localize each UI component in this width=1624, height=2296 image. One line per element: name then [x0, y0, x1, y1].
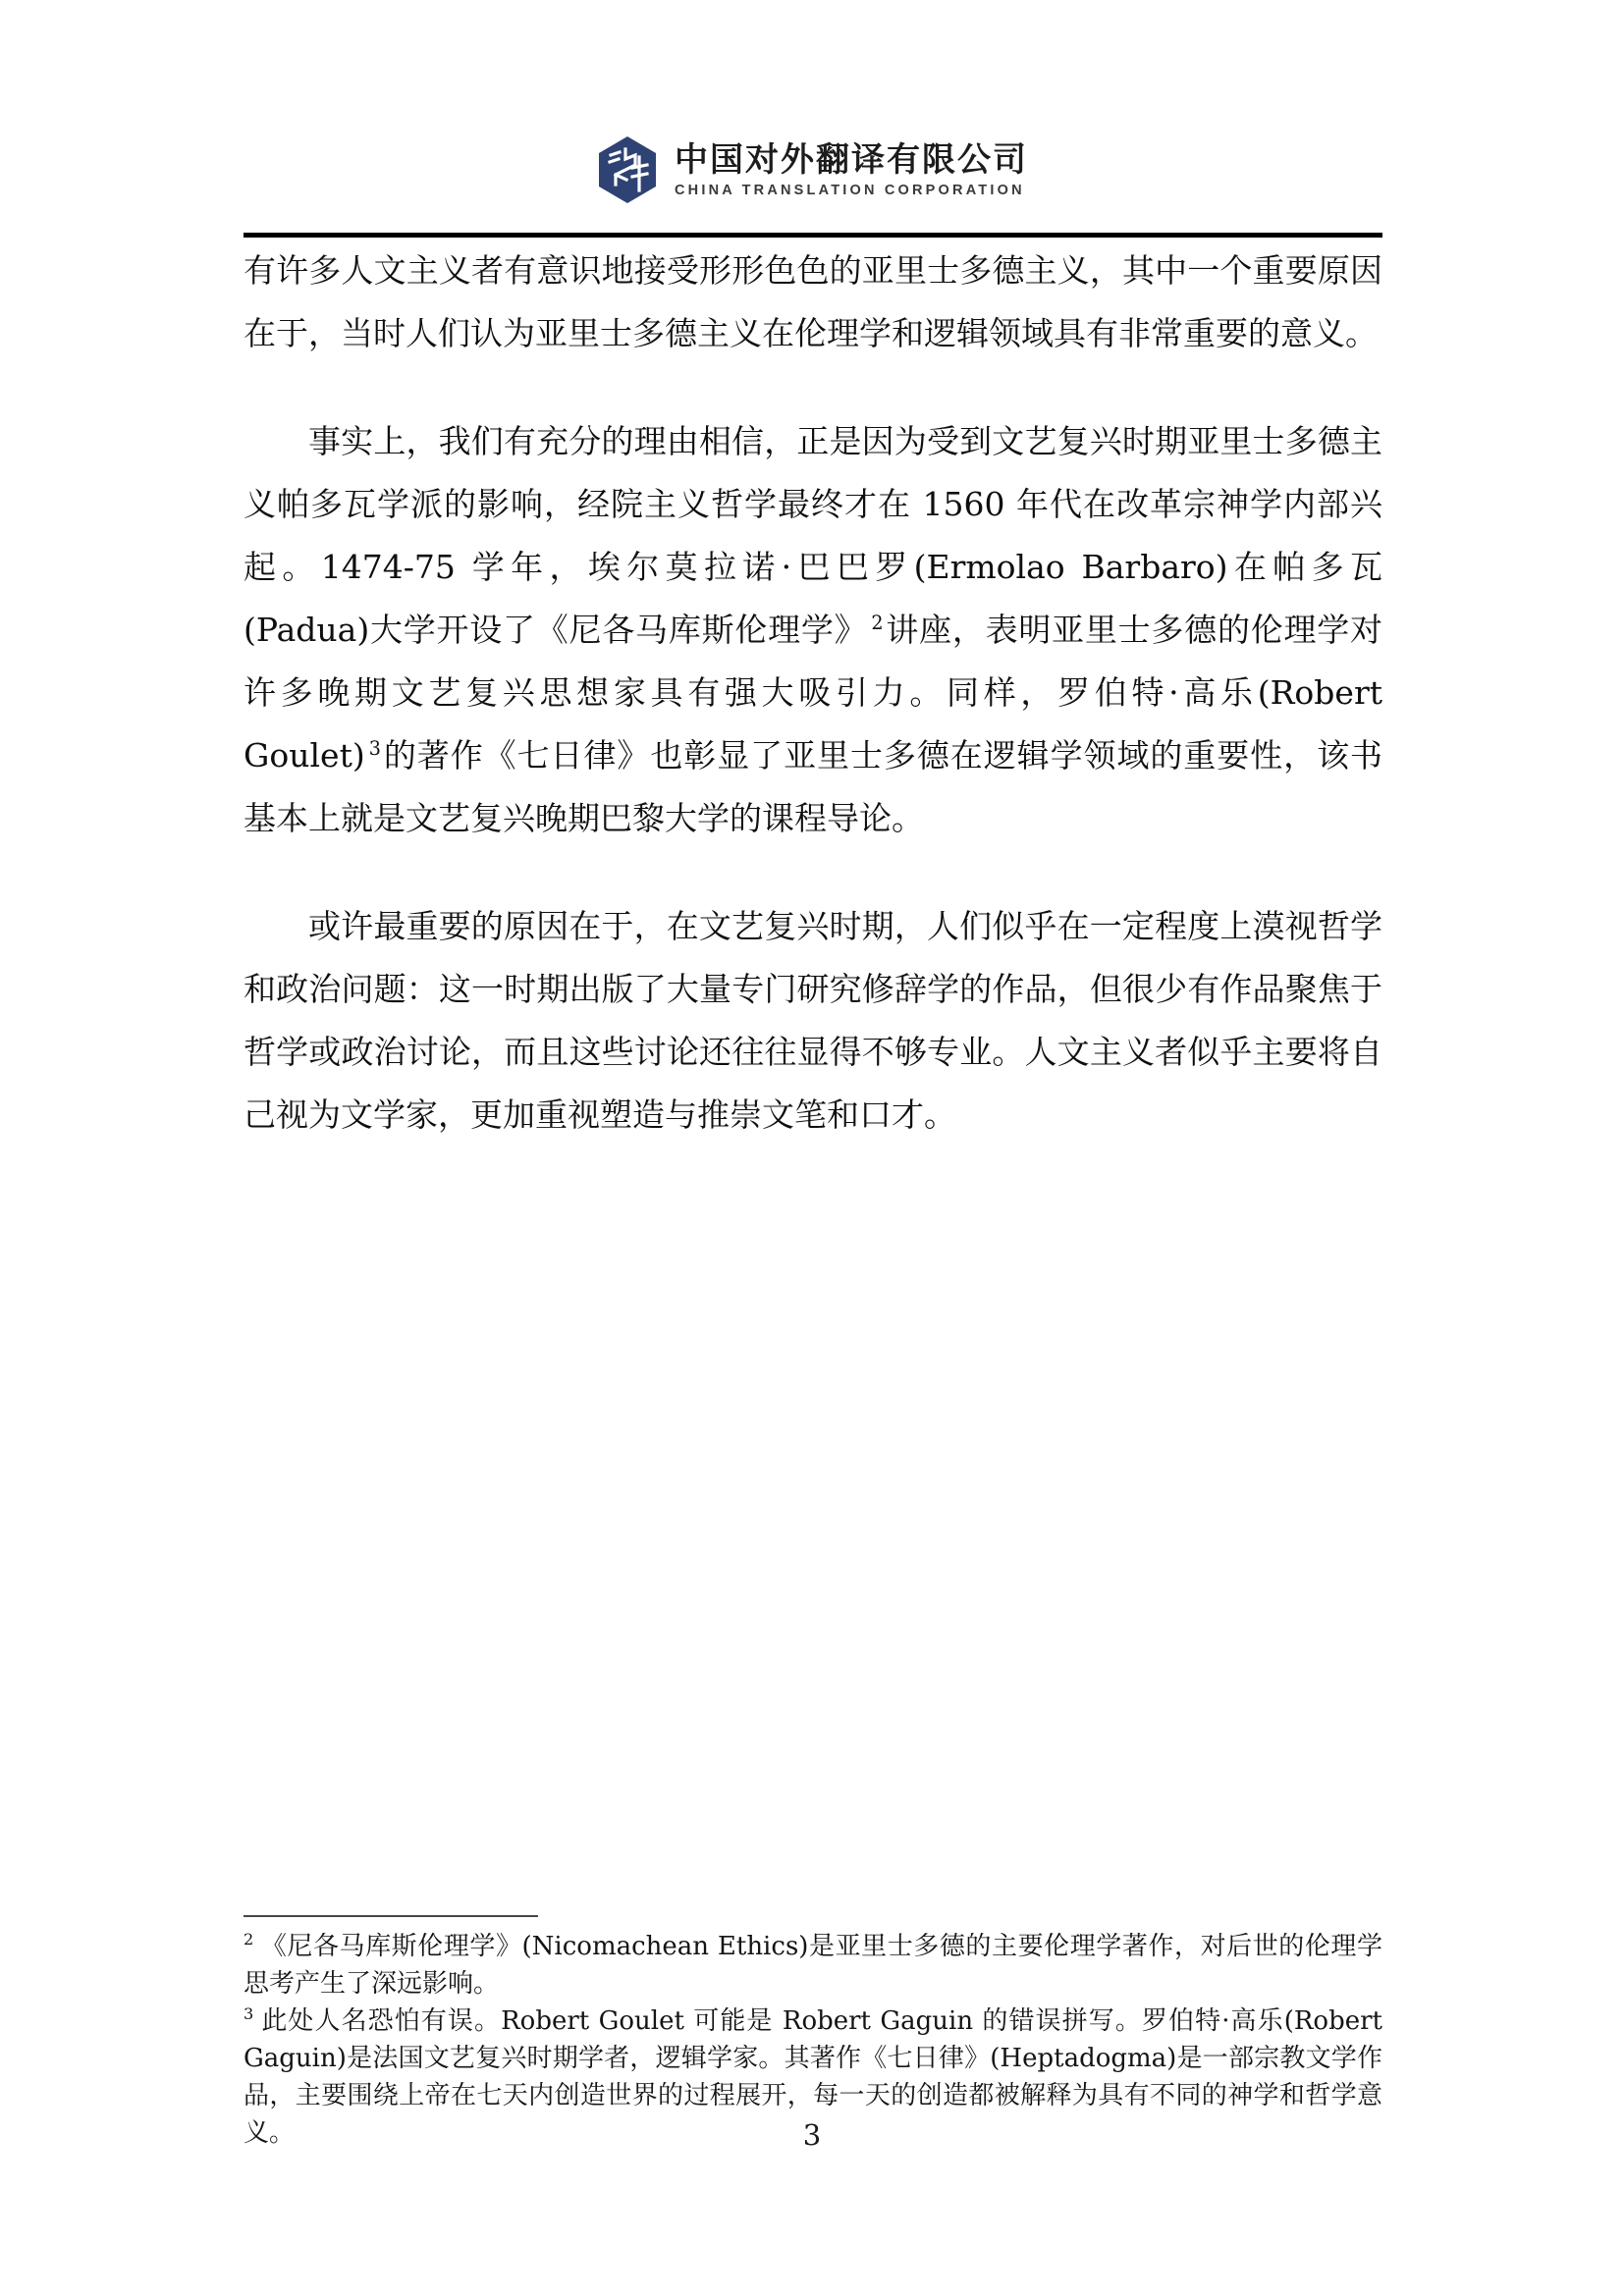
footnote-ref-2: 2: [871, 612, 884, 634]
footnote-2-marker: 2: [244, 1930, 254, 1949]
footnote-ref-3: 3: [368, 737, 381, 760]
paragraph-2: [244, 410, 1382, 850]
paragraph-1: 有许多人文主义者有意识地接受形形色色的亚里士多德主义，其中一个重要原因在于，当时人们认为亚里士多德主义在伦理学和逻辑领域具有非常重要的意义。: [244, 251, 1382, 352]
paragraph-2-text: 事实上，我们有充分的理由相信，正是因为受到文艺复兴时期亚里士多德主义帕多瓦学派的影响，经院主义哲学最终才在 1560 年代在改革宗神学内部兴起。1474-75 学年，埃尔莫拉诺·巴巴罗(Ermolao Barbaro)在帕多瓦(Padua)大学开设了《尼各马库斯伦理学》: [244, 422, 1382, 649]
footnote-2: [244, 1928, 1382, 2002]
document-body: [244, 240, 1382, 1147]
paragraph-2-text: 讲座，表明亚里士多德的伦理学对许多晚期文艺复兴思想家具有强大吸引力。同样，罗伯特·高乐(Robert Goulet): [244, 611, 1382, 774]
footnote-2-text: 《尼各马库斯伦理学》(Nicomachean Ethics)是亚里士多德的主要伦理学著作，对后世的伦理学思考产生了深远影响。: [244, 1932, 1382, 1999]
paragraph-3: 或许最重要的原因在于，在文艺复兴时期，人们似乎在一定程度上漠视哲学和政治问题：这一时期出版了大量专门研究修辞学的作品，但很少有作品聚焦于哲学或政治讨论，而且这些讨论还往往显得不够专业。人文主义者似乎主要将自己视为文学家，更加重视塑造与推崇文笔和口才。: [244, 907, 1382, 1134]
footnote-divider-line: [244, 1915, 538, 1917]
company-name-block: [675, 141, 1028, 198]
footnote-3-marker: 3: [244, 2004, 254, 2024]
company-name-chinese: 中国对外翻译有限公司: [675, 140, 1028, 180]
paragraph-2-text: 的著作《七日律》也彰显了亚里士多德在逻辑学领域的重要性，该书基本上就是文艺复兴晚期巴黎大学的课程导论。: [244, 736, 1382, 837]
footnote-3-text: 此处人名恐怕有误。Robert Goulet 可能是 Robert Gaguin 的错误拼写。罗伯特·高乐(Robert Gaguin)是法国文艺复兴时期学者，逻辑学家。其著作《七日律》(Heptadogma)是一部宗教文学作品，主要围绕上帝在七天内创造世界的过程展开，每一天的创造都被解释为具有不同的神学和哲学意义。: [244, 2006, 1382, 2148]
company-logo-icon: [596, 135, 659, 204]
company-name-english: CHINA TRANSLATION CORPORATION: [675, 183, 1025, 198]
page-number: 3: [802, 2118, 822, 2152]
header-divider-line: [244, 233, 1382, 238]
company-header: [0, 135, 1624, 204]
